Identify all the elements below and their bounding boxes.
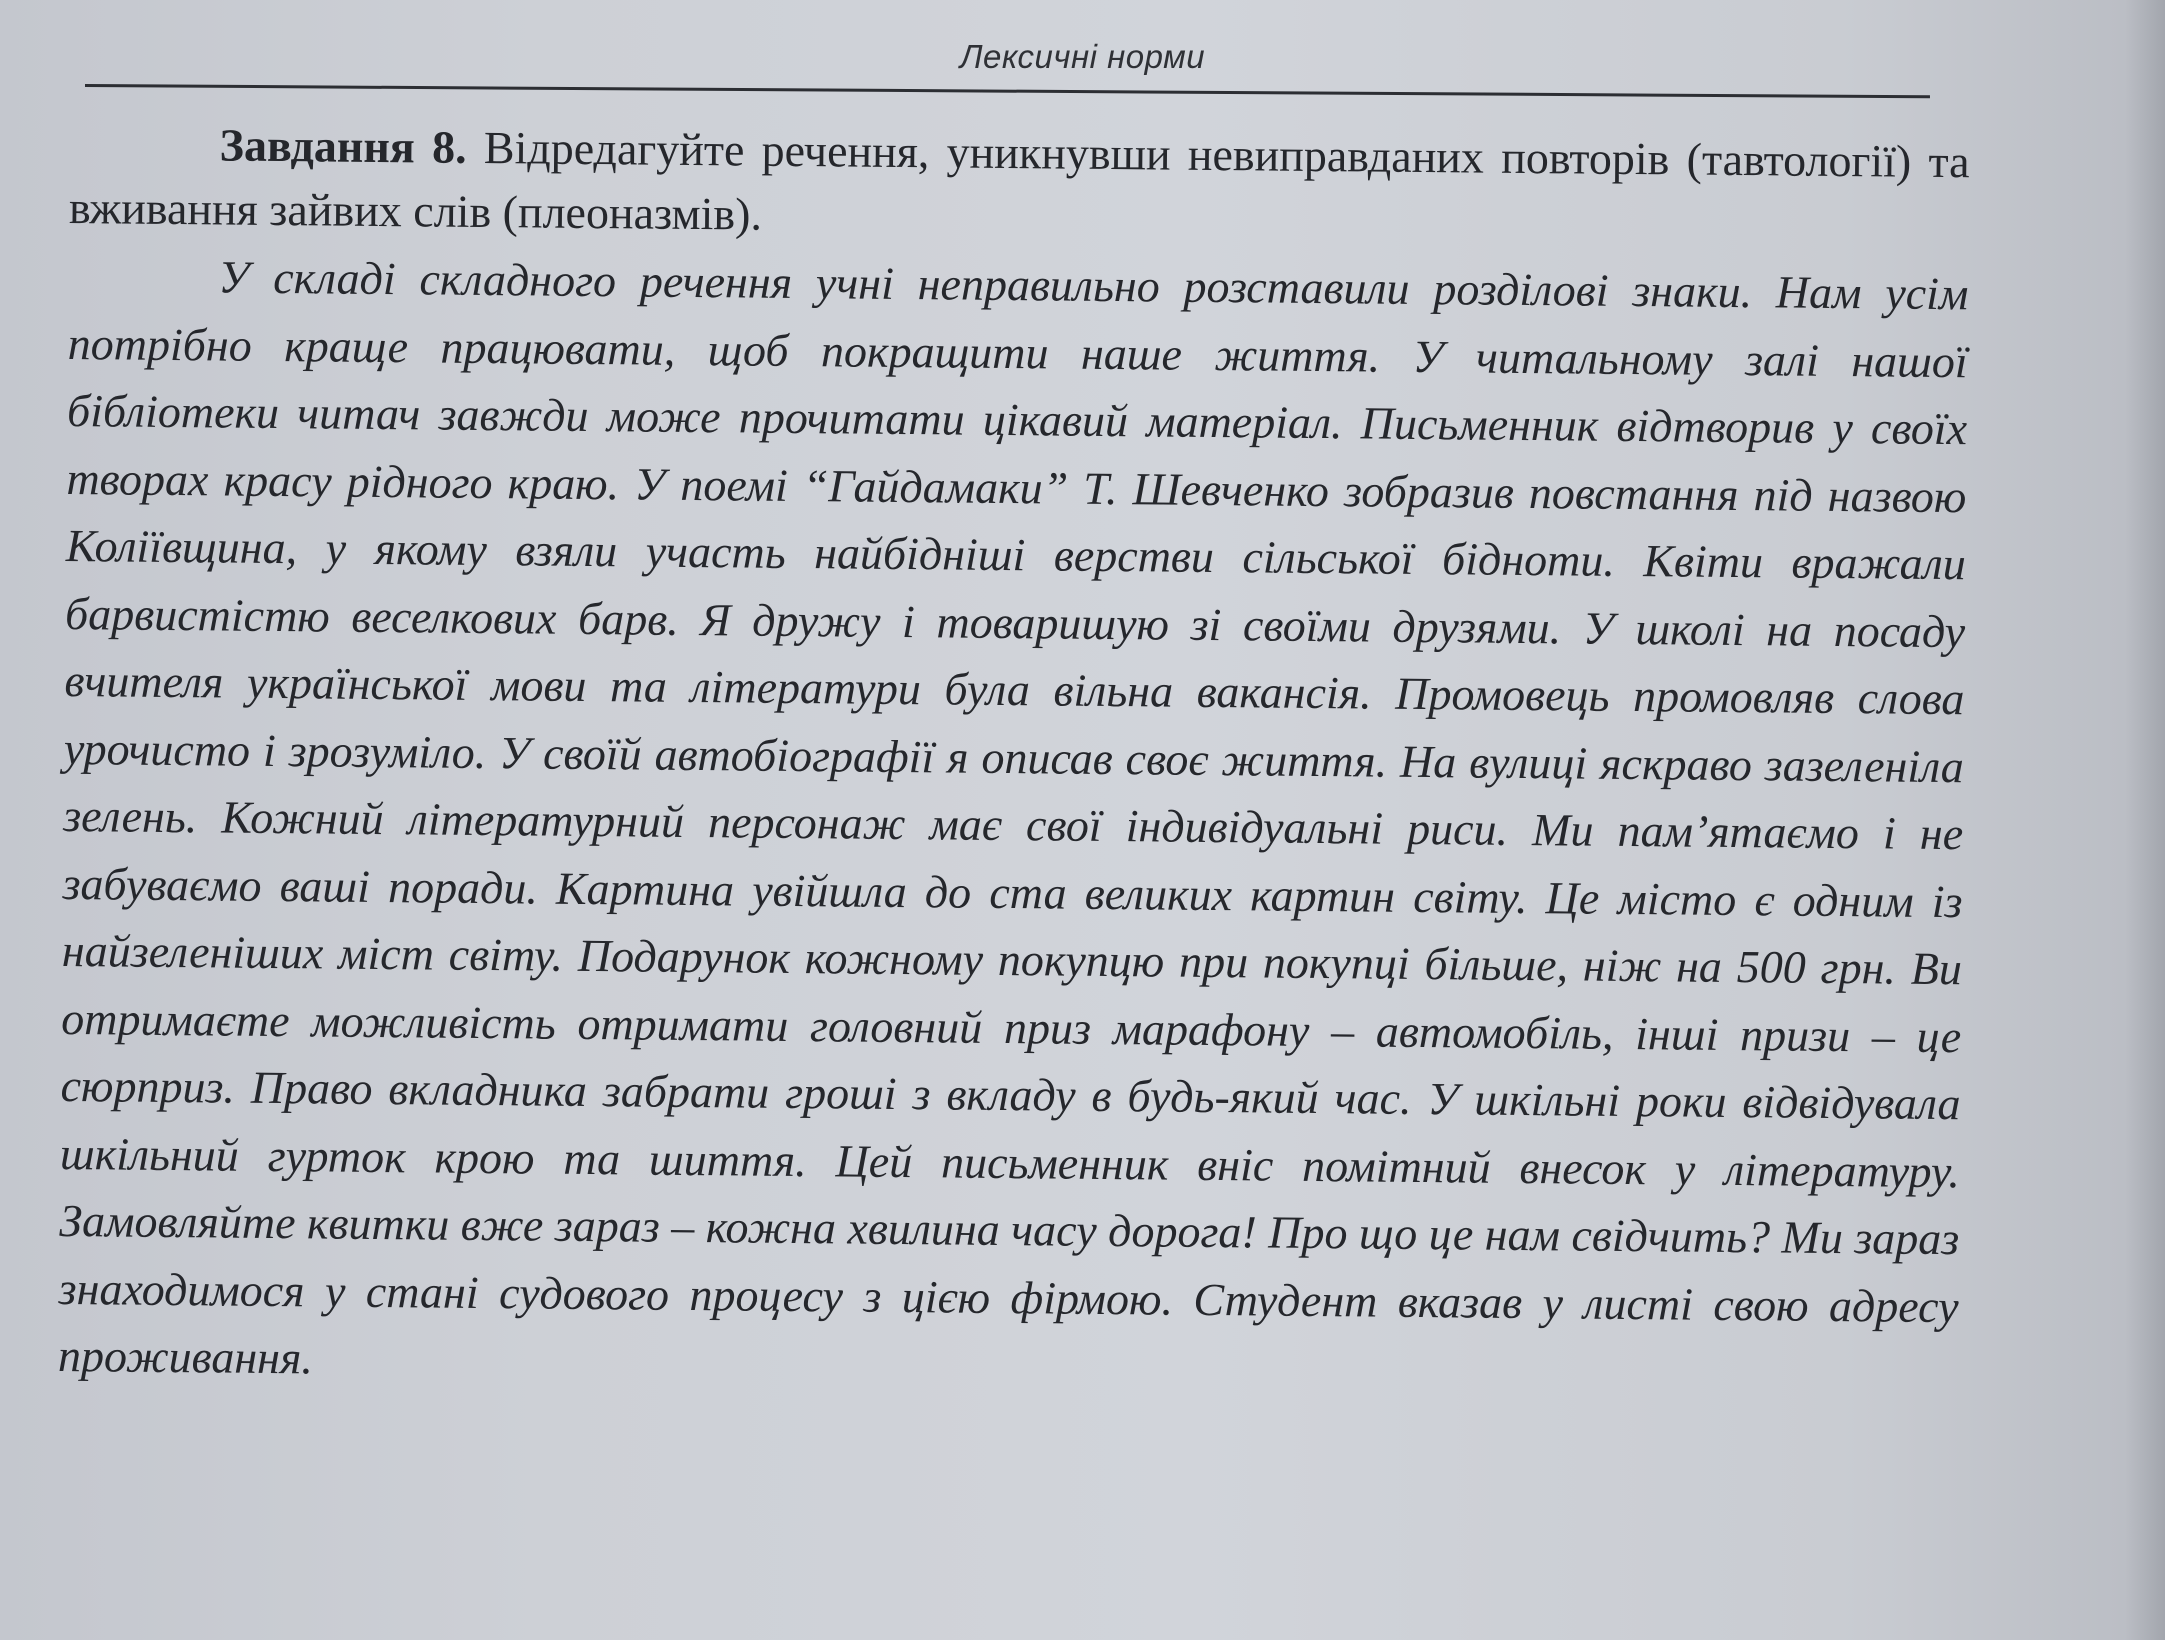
exercise-text: У складі складного речення учні неправильно розставили розділові знаки. Нам усім потрібно краще працювати, щоб покращити наше життя. У читальному залі нашої бібліотеки читач завжди може прочитати цікавий матеріал. Письменник відтворив у своїх творах красу рідного краю. У поемі “Гайдамаки” Т. Шевченко зобразив повстання під назвою Коліївщина, у якому взяли участь найбідніші верстви сільської бідноти. Квіти вражали барвистістю веселкових барв. Я дружу і товаришую зі своїми друзями. У школі на посаду вчителя української мови та літератури була вільна вакансія. Промовець промовляв слова урочисто і зрозуміло. У своїй автобіографії я описав своє життя. На вулиці яскраво зазеленіла зелень. Кожний літературний персонаж має свої індивідуальні риси. Ми пам’ятаємо і не забуваємо ваші поради. Картина увійшла до ста великих картин світу. Це місто є одним із найзеленіших міст світу. Подарунок кожному покупцю при покупці більше, ніж на 500 грн. Ви отримаєте можливість отримати головний приз марафону – автомобіль, інші призи – це сюрприз. Право вкладника забрати гроші з вкладу в будь-який час. У шкільні роки відвідувала шкільний гурток крою та шиття. Цей письменник вніс помітний внесок у літературу. Замовляйте квитки вже зараз – кожна хвилина часу дорога! Про що це нам свідчить? Ми зараз знаходимося у стані судового процесу з цією фірмою. Студент вказав у листі свою адресу проживання.	[57, 251, 1969, 1384]
running-header: Лексичні норми	[959, 38, 1206, 75]
page-edge-shadow	[2125, 0, 2165, 1640]
page-content	[58, 112, 1970, 1408]
header-rule	[85, 84, 1930, 98]
task-paragraph	[69, 112, 1970, 258]
task-instruction: Відредагуйте речення, уникнувши невиправданих повторів (тавтології) та вживання зайвих слів (плеоназмів).	[68, 121, 1970, 240]
task-label: Завдання 8.	[219, 119, 467, 173]
